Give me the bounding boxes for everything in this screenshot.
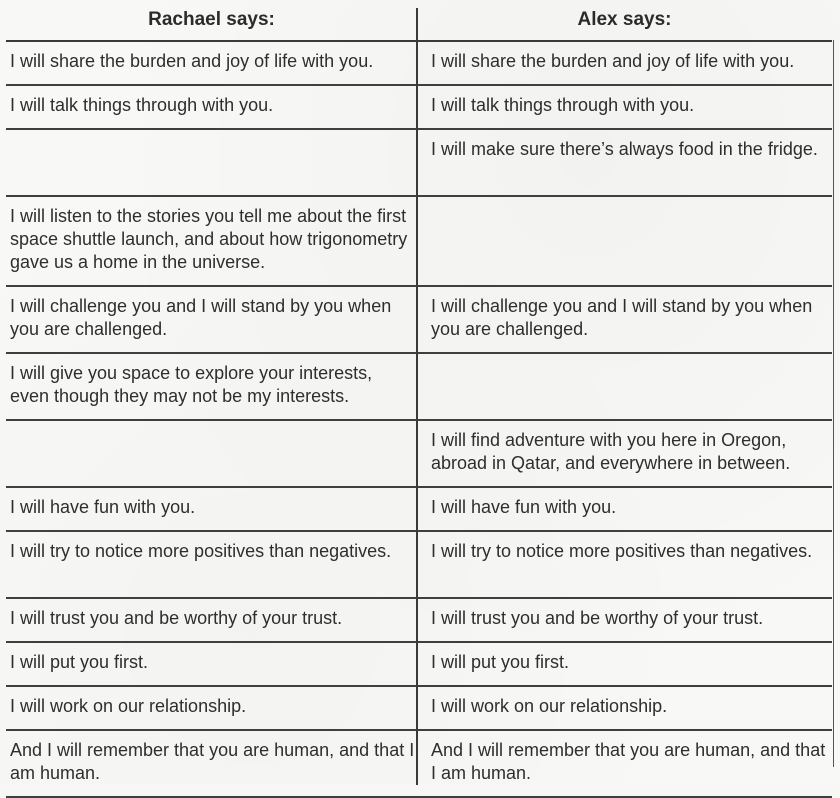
header-alex: Alex says: [417,0,832,41]
rachael-vow [6,129,417,196]
rachael-vow [6,420,417,487]
rachael-vow: I will work on our relationship. [6,686,417,730]
column-divider [416,8,418,785]
alex-vow [417,353,832,420]
table-row [6,196,832,286]
table-row [6,129,832,196]
alex-vow: I will challenge you and I will stand by you when you are challenged. [417,286,832,353]
table-row [6,286,832,353]
rachael-vow: I will trust you and be worthy of your trust. [6,598,417,642]
vows-table [6,0,832,798]
alex-vow [417,196,832,286]
alex-vow: I will share the burden and joy of life with you. [417,41,832,85]
table-row [6,642,832,686]
alex-vow: I will work on our relationship. [417,686,832,730]
right-border [833,40,834,767]
header-rachael: Rachael says: [6,0,417,41]
alex-vow: And I will remember that you are human, and that I am human. [417,730,832,797]
table-row [6,531,832,598]
rachael-vow: I will challenge you and I will stand by you when you are challenged. [6,286,417,353]
rachael-vow: I will share the burden and joy of life with you. [6,41,417,85]
alex-vow: I will find adventure with you here in Oregon, abroad in Qatar, and everywhere in between. [417,420,832,487]
rachael-vow: I will have fun with you. [6,487,417,531]
alex-vow: I will put you first. [417,642,832,686]
alex-vow: I will try to notice more positives than negatives. [417,531,832,598]
rachael-vow: And I will remember that you are human, and that I am human. [6,730,417,797]
alex-vow: I will make sure there’s always food in the fridge. [417,129,832,196]
table-row [6,41,832,85]
rachael-vow: I will put you first. [6,642,417,686]
rachael-vow: I will listen to the stories you tell me about the first space shuttle launch, and about how trigonometry gave us a home in the universe. [6,196,417,286]
rachael-vow: I will talk things through with you. [6,85,417,129]
alex-vow: I will talk things through with you. [417,85,832,129]
alex-vow: I will have fun with you. [417,487,832,531]
rachael-vow: I will try to notice more positives than negatives. [6,531,417,598]
table-row [6,598,832,642]
alex-vow: I will trust you and be worthy of your trust. [417,598,832,642]
rachael-vow: I will give you space to explore your interests, even though they may not be my interests. [6,353,417,420]
header-row [6,0,832,41]
table-row [6,730,832,797]
table-row [6,353,832,420]
table-row [6,686,832,730]
table-row [6,487,832,531]
table-row [6,85,832,129]
table-row [6,420,832,487]
